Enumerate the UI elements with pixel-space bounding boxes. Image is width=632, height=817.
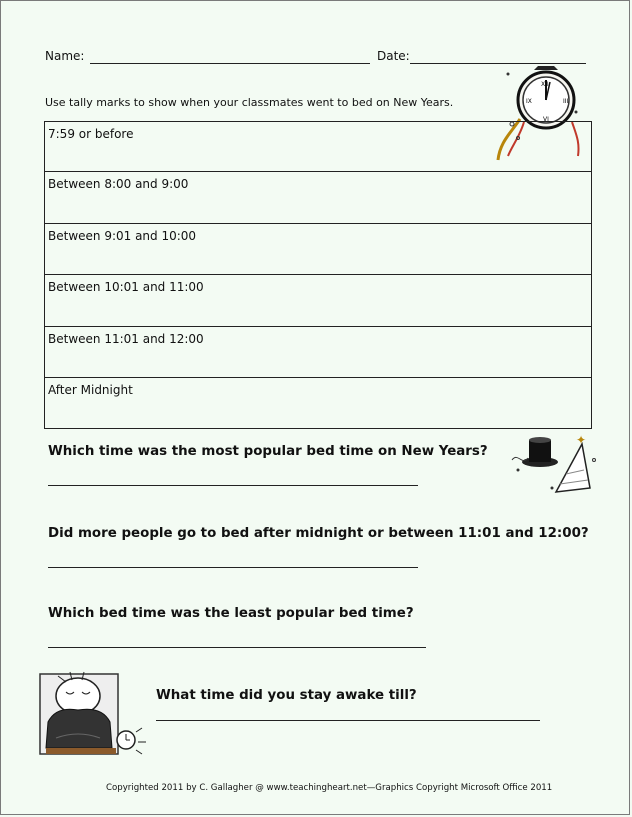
table-row[interactable] (45, 327, 592, 378)
question-3: Which bed time was the least popular bed time? (48, 606, 414, 621)
sleepy-person-illustration (36, 662, 154, 762)
tally-row-label: After Midnight (45, 378, 592, 429)
party-hat-illustration (508, 430, 598, 496)
tally-row-label: 7:59 or before (45, 122, 592, 172)
instructions-text: Use tally marks to show when your classmates went to bed on New Years. (45, 96, 454, 109)
svg-text:VI: VI (543, 116, 549, 123)
svg-text:✦: ✦ (576, 433, 587, 447)
answer-line-4[interactable] (156, 720, 540, 721)
tally-row-label: Between 9:01 and 10:00 (45, 224, 592, 275)
svg-text:III: III (563, 98, 569, 105)
answer-line-3[interactable] (48, 647, 426, 648)
svg-text:XII: XII (541, 81, 549, 88)
footer-copyright: Copyrighted 2011 by C. Gallagher @ www.teachingheart.net—Graphics Copyright Microsoft Office 2011 (106, 783, 553, 793)
tally-table (44, 121, 592, 429)
table-row[interactable] (45, 224, 592, 275)
question-4: What time did you stay awake till? (156, 688, 417, 703)
question-1: Which time was the most popular bed time on New Years? (48, 444, 488, 459)
tally-row-label: Between 8:00 and 9:00 (45, 172, 592, 224)
table-row[interactable] (45, 275, 592, 327)
table-row[interactable] (45, 378, 592, 429)
answer-line-1[interactable] (48, 485, 418, 486)
name-label: Name: (45, 49, 85, 63)
name-field[interactable] (90, 63, 370, 64)
date-label: Date: (377, 49, 410, 63)
svg-text:IX: IX (526, 98, 532, 105)
tally-row-label: Between 10:01 and 11:00 (45, 275, 592, 327)
table-row[interactable] (45, 122, 592, 172)
table-row[interactable] (45, 172, 592, 224)
question-2: Did more people go to bed after midnight or between 11:01 and 12:00? (48, 526, 589, 541)
answer-line-2[interactable] (48, 567, 418, 568)
tally-row-label: Between 11:01 and 12:00 (45, 327, 592, 378)
